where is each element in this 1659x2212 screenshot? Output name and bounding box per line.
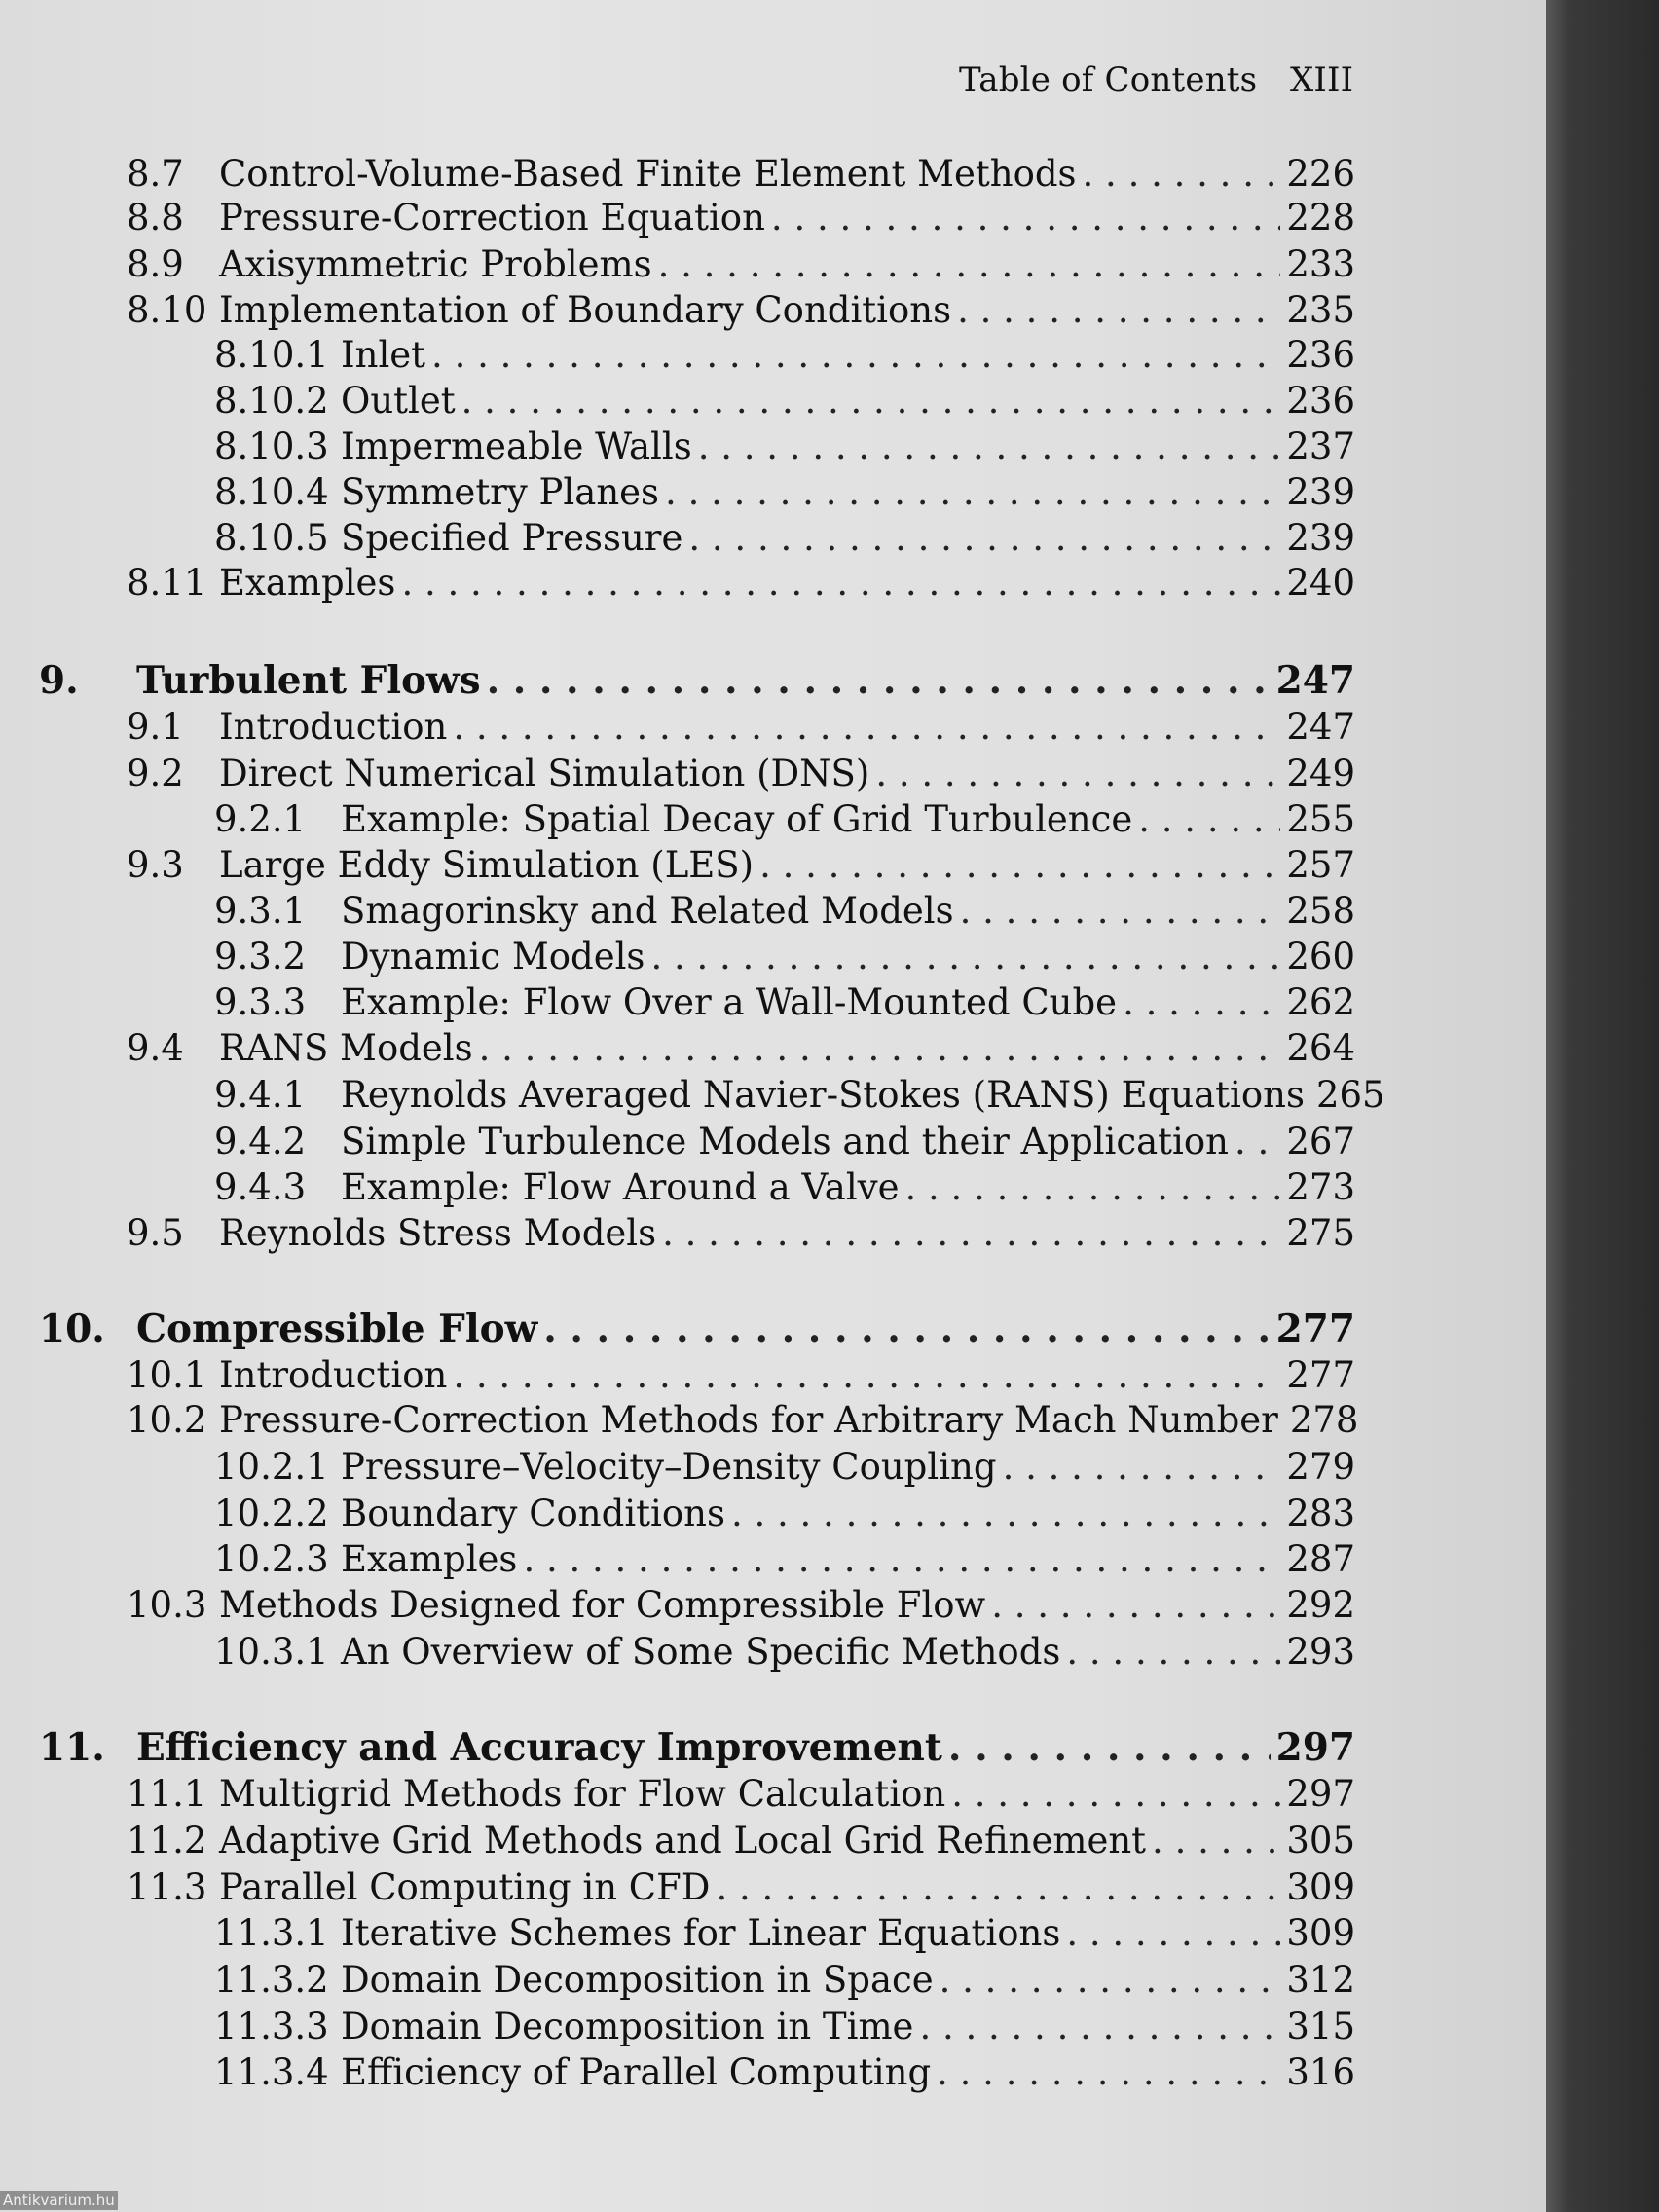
dot-leader (487, 662, 1271, 700)
toc-section-entry (127, 706, 1355, 748)
toc-entry-number: 11.3 (127, 1866, 207, 1908)
dot-leader (1083, 156, 1281, 192)
toc-entry-page: 236 (1286, 334, 1355, 376)
toc-entry-page: 292 (1286, 1584, 1355, 1626)
toc-entry-number: 11.3.4 (214, 2051, 329, 2093)
running-header (959, 60, 1354, 99)
dot-leader (453, 709, 1280, 745)
toc-section-entry (127, 243, 1355, 285)
dot-leader (479, 1030, 1281, 1066)
dot-leader (948, 1729, 1271, 1767)
toc-entry-page: 297 (1275, 1725, 1355, 1770)
toc-entry-number: 11.3.1 (214, 1912, 329, 1954)
toc-entry-number: 9.3.2 (214, 936, 307, 977)
toc-entry-title: Smagorinsky and Related Models (341, 890, 954, 932)
toc-subsection-entry (214, 380, 1355, 422)
toc-entry-number: 8.9 (127, 243, 184, 285)
toc-section-entry (127, 153, 1355, 195)
toc-entry-page: 239 (1286, 471, 1355, 513)
dot-leader (523, 1541, 1280, 1577)
toc-entry-page: 305 (1286, 1820, 1355, 1862)
toc-chapter-entry (39, 1307, 1355, 1351)
toc-subsection-entry (214, 517, 1355, 559)
toc-entry-number: 10.3 (127, 1584, 207, 1626)
toc-entry-number: 11. (39, 1725, 105, 1770)
dot-leader (957, 292, 1280, 328)
toc-entry-number: 9.2.1 (214, 798, 307, 840)
toc-entry-number: 9.4.2 (214, 1121, 307, 1162)
toc-entry-title: Iterative Schemes for Linear Equations (341, 1912, 1061, 1954)
dot-leader (759, 847, 1280, 883)
toc-entry-number: 8.10.5 (214, 517, 329, 559)
toc-entry-number: 8.10.3 (214, 425, 329, 467)
toc-entry-page: 279 (1286, 1446, 1355, 1488)
toc-entry-number: 9.4.3 (214, 1166, 307, 1208)
toc-entry-page: 293 (1286, 1631, 1355, 1673)
toc-entry-page: 247 (1286, 706, 1355, 748)
toc-chapter-entry (39, 658, 1355, 703)
book-gutter-shadow (1546, 0, 1659, 2212)
toc-entry-number: 9.2 (127, 753, 184, 794)
toc-entry-title: Domain Decomposition in Space (341, 1959, 934, 2001)
toc-entry-number: 11.3.2 (214, 1959, 329, 2001)
dot-leader (453, 1357, 1280, 1393)
toc-entry-page: 258 (1286, 890, 1355, 932)
toc-entry-number: 11.3.3 (214, 2006, 329, 2047)
toc-entry-title: Reynolds Averaged Navier-Stokes (RANS) Equations (341, 1074, 1305, 1116)
toc-subsection-entry (214, 1631, 1355, 1673)
toc-entry-page: 287 (1286, 1538, 1355, 1580)
toc-entry-page: 312 (1286, 1959, 1355, 2001)
dot-leader (461, 383, 1281, 419)
dot-leader (1152, 1823, 1280, 1859)
toc-subsection-entry (214, 425, 1355, 467)
toc-subsection-entry (214, 1121, 1355, 1162)
toc-entry-page: 297 (1286, 1773, 1355, 1815)
dot-leader (905, 1169, 1281, 1205)
toc-entry-number: 9.3.1 (214, 890, 307, 932)
toc-entry-number: 11.1 (127, 1773, 207, 1815)
toc-entry-title: Symmetry Planes (341, 471, 660, 513)
toc-entry-page: 233 (1286, 243, 1355, 285)
dot-leader (919, 2009, 1280, 2045)
toc-entry-title: Large Eddy Simulation (LES) (219, 844, 755, 886)
dot-leader (1235, 1124, 1280, 1160)
toc-entry-title: Methods Designed for Compressible Flow (219, 1584, 986, 1626)
toc-entry-page: 237 (1286, 425, 1355, 467)
dot-leader (688, 520, 1280, 556)
toc-subsection-entry (214, 1538, 1355, 1580)
toc-entry-number: 10.1 (127, 1354, 207, 1396)
toc-entry-title: Reynolds Stress Models (219, 1212, 657, 1254)
toc-entry-page: 262 (1286, 981, 1355, 1023)
toc-subsection-entry (214, 798, 1355, 840)
toc-subsection-entry (214, 1912, 1355, 1954)
toc-entry-title: Pressure–Velocity–Density Coupling (341, 1446, 997, 1488)
toc-section-entry (127, 1866, 1355, 1908)
toc-entry-page: 247 (1275, 658, 1355, 703)
toc-subsection-entry (214, 1074, 1385, 1116)
toc-section-entry (127, 289, 1355, 331)
toc-entry-title: RANS Models (219, 1027, 473, 1069)
toc-entry-page: 283 (1286, 1493, 1355, 1534)
toc-entry-title: Example: Flow Around a Valve (341, 1166, 900, 1208)
dot-leader (431, 337, 1280, 373)
toc-section-entry (127, 1354, 1355, 1396)
dot-leader (731, 1495, 1280, 1531)
toc-entry-page: 277 (1275, 1307, 1355, 1351)
toc-entry-title: Control-Volume-Based Finite Element Methods (219, 153, 1077, 195)
toc-entry-title: Boundary Conditions (341, 1493, 725, 1534)
toc-entry-number: 8.7 (127, 153, 184, 195)
dot-leader (771, 200, 1280, 236)
toc-entry-number: 8.10.4 (214, 471, 329, 513)
dot-leader (665, 474, 1280, 510)
toc-entry-page: 264 (1286, 1027, 1355, 1069)
toc-entry-number: 9. (39, 658, 79, 703)
toc-entry-number: 8.11 (127, 562, 207, 604)
toc-entry-title: Example: Flow Over a Wall-Mounted Cube (341, 981, 1118, 1023)
toc-entry-title: Domain Decomposition in Time (341, 2006, 914, 2047)
toc-subsection-entry (214, 334, 1355, 376)
toc-section-entry (127, 1399, 1359, 1441)
toc-section-entry (127, 753, 1355, 794)
toc-entry-page: 239 (1286, 517, 1355, 559)
toc-entry-title: Multigrid Methods for Flow Calculation (219, 1773, 946, 1815)
toc-subsection-entry (214, 1959, 1355, 2001)
toc-subsection-entry (214, 1446, 1355, 1488)
toc-entry-page: 236 (1286, 380, 1355, 422)
toc-entry-title: Direct Numerical Simulation (DNS) (219, 753, 870, 794)
toc-entry-title: Axisymmetric Problems (219, 243, 652, 285)
toc-entry-page: 278 (1289, 1399, 1359, 1441)
toc-entry-number: 9.3.3 (214, 981, 307, 1023)
toc-entry-title: Simple Turbulence Models and their Application (341, 1121, 1229, 1162)
toc-entry-number: 10.2 (127, 1399, 207, 1441)
toc-entry-title: Adaptive Grid Methods and Local Grid Refinement (219, 1820, 1147, 1862)
toc-entry-page: 309 (1286, 1866, 1355, 1908)
toc-entry-page: 275 (1286, 1212, 1355, 1254)
toc-entry-title: Dynamic Models (341, 936, 645, 977)
toc-subsection-entry (214, 2006, 1355, 2047)
toc-section-entry (127, 1773, 1355, 1815)
dot-leader (940, 1962, 1281, 1998)
toc-entry-page: 240 (1286, 562, 1355, 604)
toc-entry-number: 10.2.3 (214, 1538, 329, 1580)
toc-entry-page: 273 (1286, 1166, 1355, 1208)
watermark: Antikvarium.hu (0, 2191, 118, 2210)
toc-entry-number: 10.2.2 (214, 1493, 329, 1534)
toc-entry-number: 9.3 (127, 844, 184, 886)
toc-entry-number: 10.2.1 (214, 1446, 329, 1488)
toc-entry-number: 11.2 (127, 1820, 207, 1862)
toc-section-entry (127, 562, 1355, 604)
toc-entry-number: 10. (39, 1307, 105, 1351)
toc-entry-title: Examples (219, 562, 396, 604)
toc-entry-title: Parallel Computing in CFD (219, 1866, 711, 1908)
toc-entry-title: Efficiency of Parallel Computing (341, 2051, 932, 2093)
toc-subsection-entry (214, 890, 1355, 932)
dot-leader (960, 893, 1281, 929)
toc-entry-page: 249 (1286, 753, 1355, 794)
toc-entry-number: 9.1 (127, 706, 184, 748)
toc-entry-page: 255 (1286, 798, 1355, 840)
toc-entry-page: 315 (1286, 2006, 1355, 2047)
toc-entry-number: 9.4 (127, 1027, 184, 1069)
toc-entry-page: 235 (1286, 289, 1355, 331)
page-folio: XIII (1290, 60, 1354, 99)
dot-leader (1003, 1449, 1281, 1485)
toc-entry-title: Pressure-Correction Methods for Arbitrary Mach Number (219, 1399, 1278, 1441)
toc-section-entry (127, 1212, 1355, 1254)
toc-entry-number: 9.5 (127, 1212, 184, 1254)
dot-leader (937, 2054, 1280, 2090)
toc-subsection-entry (214, 936, 1355, 977)
toc-section-entry (127, 1820, 1355, 1862)
toc-entry-page: 267 (1286, 1121, 1355, 1162)
toc-entry-number: 10.3.1 (214, 1631, 329, 1673)
toc-entry-page: 277 (1286, 1354, 1355, 1396)
toc-entry-page: 257 (1286, 844, 1355, 886)
toc-entry-title: Impermeable Walls (341, 425, 692, 467)
dot-leader (401, 565, 1280, 601)
toc-entry-page: 226 (1286, 153, 1355, 195)
toc-entry-number: 8.10 (127, 289, 207, 331)
dot-leader (951, 1776, 1280, 1812)
toc-section-entry (127, 197, 1355, 239)
toc-entry-page: 265 (1315, 1074, 1385, 1116)
toc-entry-page: 228 (1286, 197, 1355, 239)
dot-leader (662, 1215, 1280, 1251)
toc-entry-number: 8.10.2 (214, 380, 329, 422)
toc-entry-page: 309 (1286, 1912, 1355, 1954)
running-title: Table of Contents (959, 60, 1258, 99)
dot-leader (1138, 801, 1280, 837)
toc-entry-title: Specified Pressure (341, 517, 683, 559)
dot-leader (543, 1310, 1270, 1348)
toc-entry-number: 8.8 (127, 197, 184, 239)
dot-leader (716, 1869, 1280, 1905)
toc-chapter-entry (39, 1725, 1355, 1770)
toc-entry-title: Implementation of Boundary Conditions (219, 289, 952, 331)
toc-entry-page: 260 (1286, 936, 1355, 977)
toc-entry-title: Introduction (219, 706, 448, 748)
toc-entry-title: Example: Spatial Decay of Grid Turbulence (341, 798, 1133, 840)
toc-entry-number: 8.10.1 (214, 334, 329, 376)
dot-leader (991, 1587, 1280, 1623)
dot-leader (1123, 984, 1280, 1020)
toc-entry-page: 316 (1286, 2051, 1355, 2093)
dot-leader (1066, 1634, 1280, 1670)
toc-subsection-entry (214, 2051, 1355, 2093)
toc-entry-title: Inlet (341, 334, 426, 376)
toc-section-entry (127, 844, 1355, 886)
toc-section-entry (127, 1584, 1355, 1626)
toc-entry-number: 9.4.1 (214, 1074, 307, 1116)
toc-entry-title: Pressure-Correction Equation (219, 197, 765, 239)
toc-entry-title: Examples (341, 1538, 518, 1580)
toc-entry-title: Efficiency and Accuracy Improvement (136, 1725, 942, 1770)
toc-entry-title: Outlet (341, 380, 456, 422)
dot-leader (875, 756, 1280, 792)
toc-entry-title: Turbulent Flows (136, 658, 481, 703)
toc-entry-title: Compressible Flow (136, 1307, 538, 1351)
toc-section-entry (127, 1027, 1355, 1069)
toc-entry-title: Introduction (219, 1354, 448, 1396)
toc-subsection-entry (214, 981, 1355, 1023)
dot-leader (698, 428, 1281, 464)
toc-subsection-entry (214, 471, 1355, 513)
dot-leader (1066, 1915, 1280, 1951)
toc-entry-title: An Overview of Some Specific Methods (341, 1631, 1061, 1673)
toc-subsection-entry (214, 1493, 1355, 1534)
dot-leader (658, 246, 1281, 282)
toc-subsection-entry (214, 1166, 1355, 1208)
dot-leader (650, 939, 1280, 975)
